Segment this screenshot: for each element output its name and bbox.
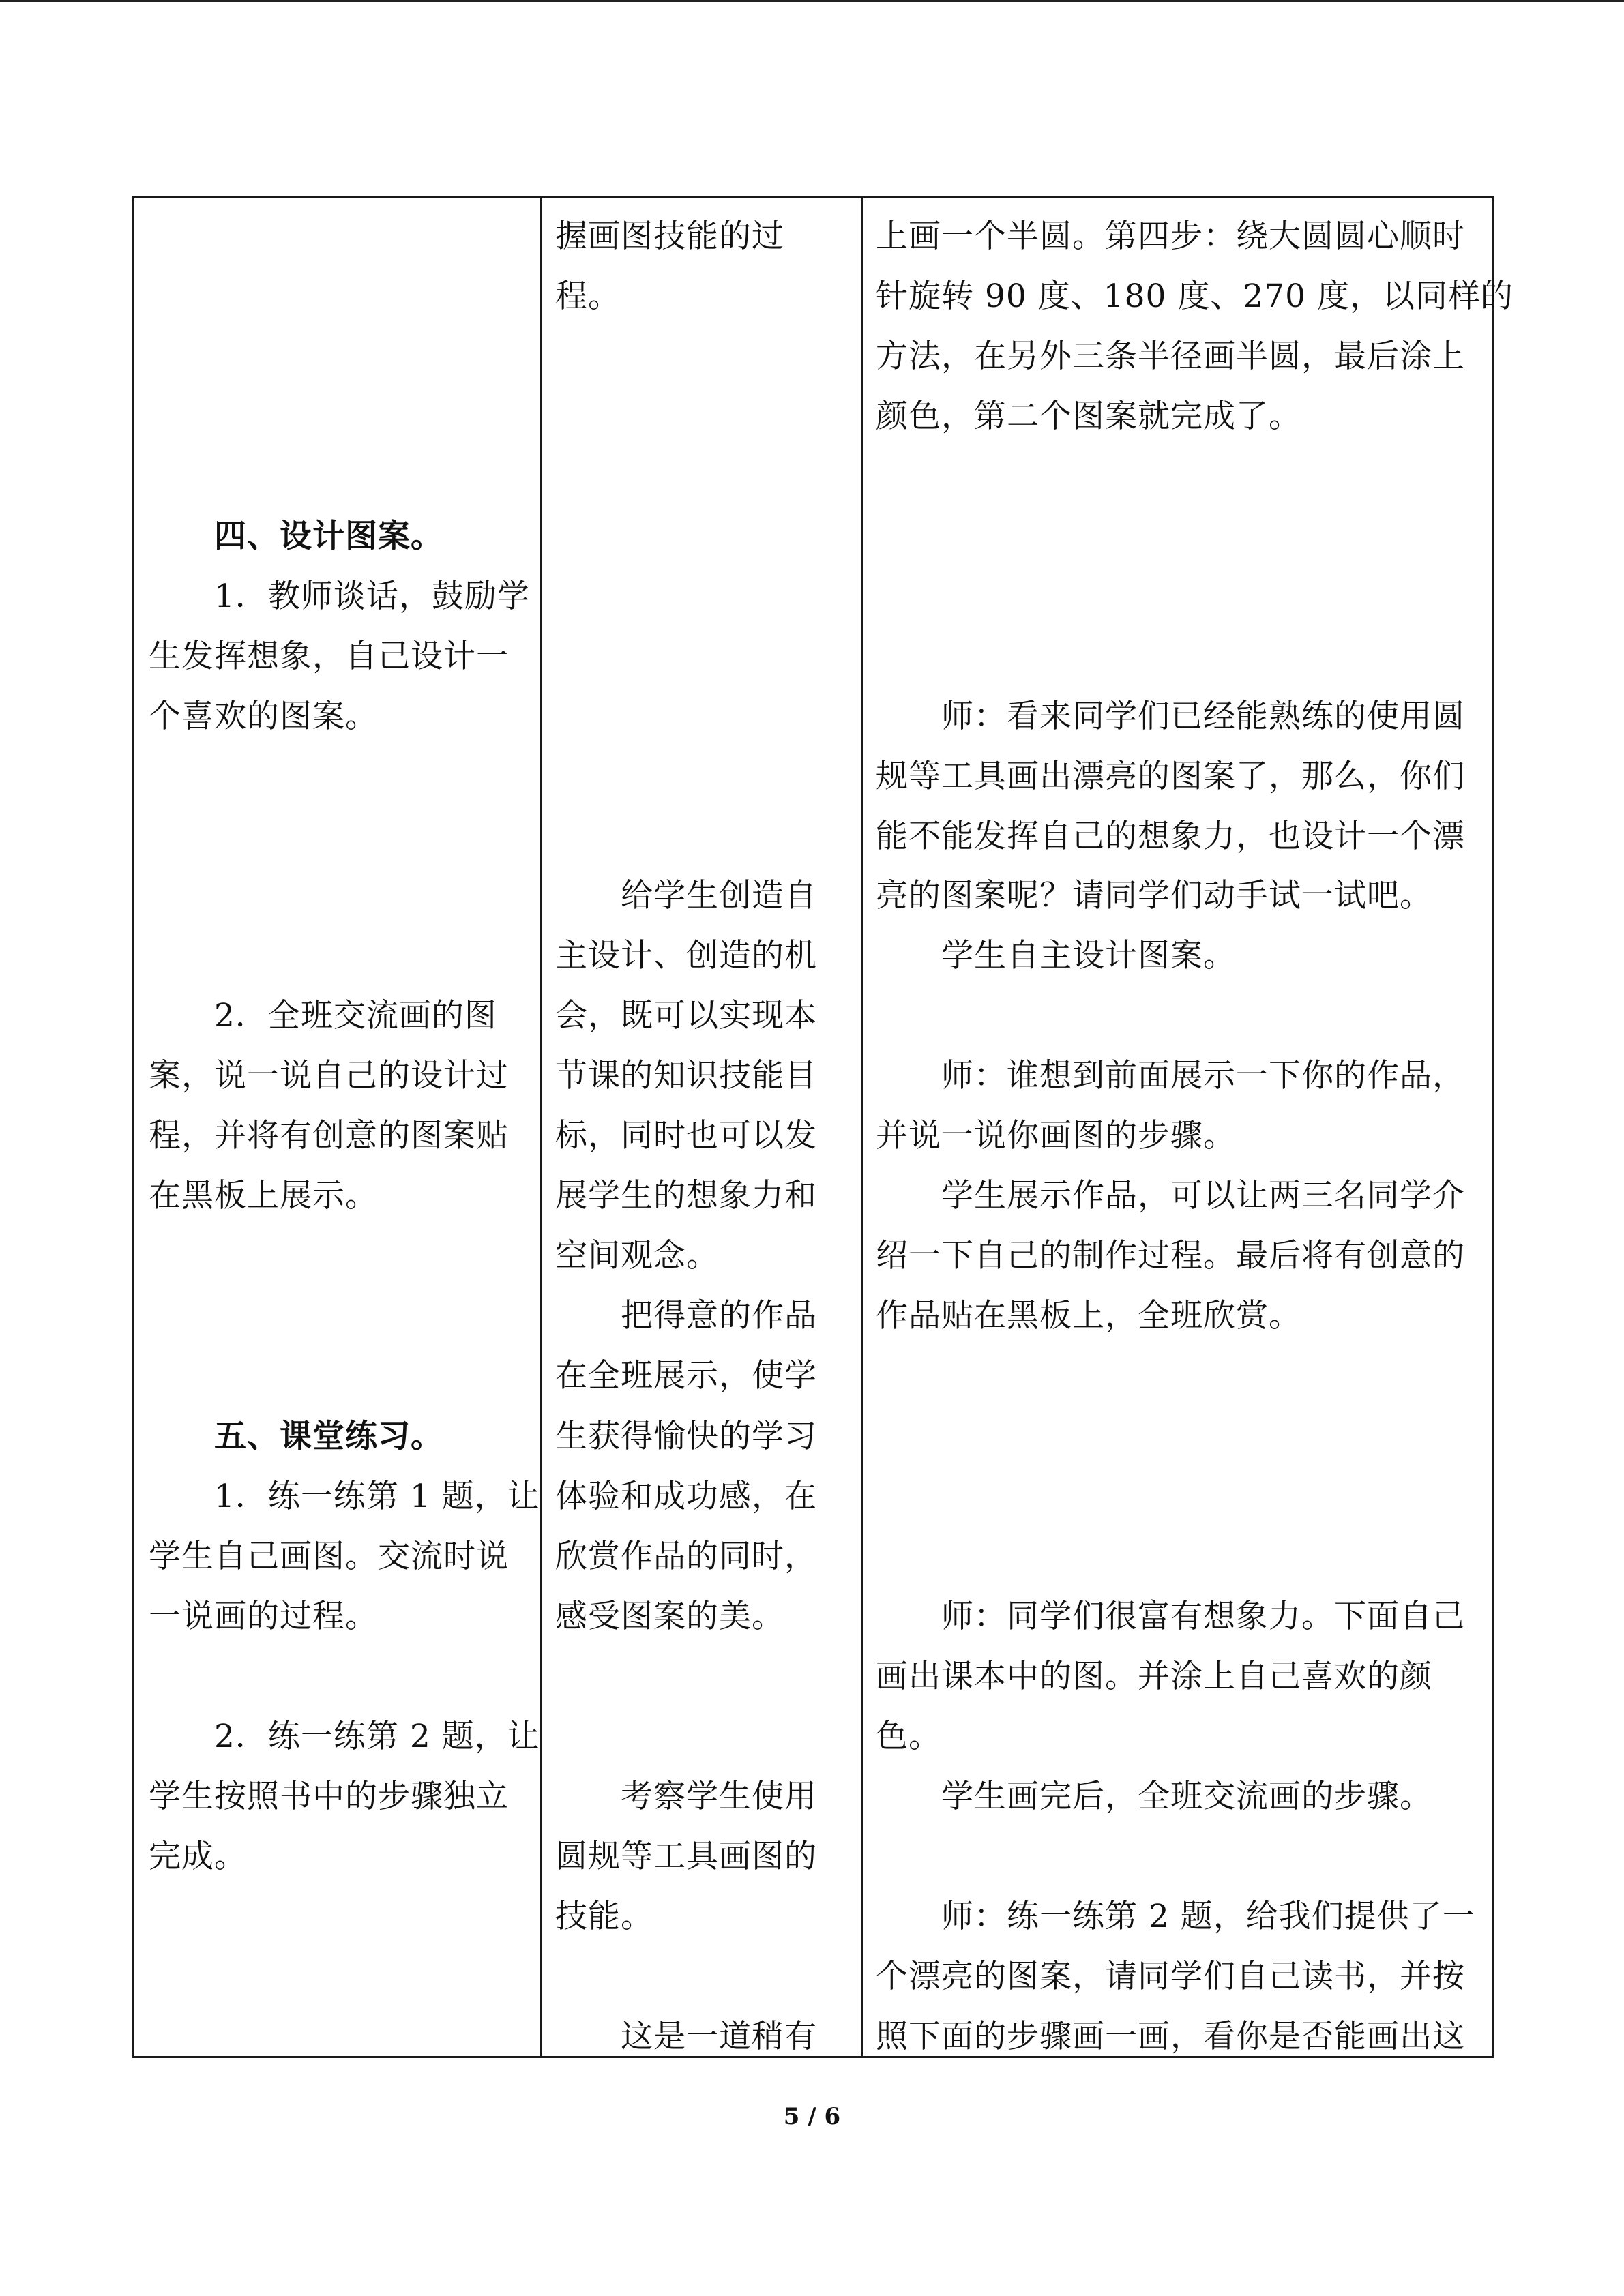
text-line: 师：同学们很富有想象力。下面自己	[941, 1598, 1465, 1635]
text-line: 案，说一说自己的设计过	[149, 1057, 509, 1094]
text-line: 主设计、创造的机	[555, 937, 817, 974]
text-line: 2．练一练第 2 题，让	[214, 1718, 540, 1755]
text-line: 照下面的步骤画一画，看你是否能画出这	[876, 2018, 1465, 2055]
text-line: 学生画完后，全班交流画的步骤。	[941, 1778, 1432, 1815]
text-line: 1．练一练第 1 题，让	[214, 1478, 540, 1515]
text-line: 色。	[876, 1718, 941, 1755]
text-line: 程，并将有创意的图案贴	[149, 1117, 509, 1154]
text-line: 把得意的作品	[621, 1297, 817, 1335]
text-line: 亮的图案呢？请同学们动手试一试吧。	[876, 877, 1432, 914]
text-line: 能不能发挥自己的想象力，也设计一个漂	[876, 818, 1465, 855]
text-line: 生发挥想象，自己设计一	[149, 638, 509, 675]
page-number: 5 / 6	[783, 2103, 841, 2130]
section-heading-design-pattern: 四、设计图案。	[214, 518, 443, 555]
section-heading-class-practice: 五、课堂练习。	[214, 1418, 443, 1455]
text-line: 节课的知识技能目	[555, 1057, 817, 1094]
text-line: 1．教师谈话，鼓励学	[214, 578, 530, 615]
text-line: 在全班展示，使学	[555, 1357, 817, 1395]
text-line: 在黑板上展示。	[149, 1177, 378, 1214]
text-line: 师：谁想到前面展示一下你的作品，	[941, 1057, 1465, 1094]
text-line: 规等工具画出漂亮的图案了，那么，你们	[876, 758, 1465, 795]
text-line: 标，同时也可以发	[555, 1117, 817, 1154]
text-line: 作品贴在黑板上，全班欣赏。	[876, 1297, 1301, 1335]
text-line: 给学生创造自	[621, 877, 817, 914]
column-divider	[861, 198, 863, 2056]
text-line: 针旋转 90 度、180 度、270 度，以同样的	[876, 278, 1514, 315]
text-line: 学生自主设计图案。	[941, 937, 1236, 974]
text-line: 握画图技能的过	[555, 218, 784, 255]
text-line: 个漂亮的图案，请同学们自己读书，并按	[876, 1958, 1465, 1995]
column-divider	[540, 198, 542, 2056]
text-line: 生获得愉快的学习	[555, 1418, 817, 1455]
text-line: 师：练一练第 2 题，给我们提供了一	[941, 1898, 1475, 1935]
text-line: 考察学生使用	[621, 1778, 817, 1815]
text-line: 学生自己画图。交流时说	[149, 1538, 509, 1575]
text-line: 空间观念。	[555, 1237, 719, 1274]
text-line: 一说画的过程。	[149, 1598, 378, 1635]
text-line: 上画一个半圆。第四步：绕大圆圆心顺时	[876, 218, 1465, 255]
text-line: 个喜欢的图案。	[149, 698, 378, 735]
text-line: 程。	[555, 278, 621, 315]
text-line: 学生按照书中的步骤独立	[149, 1778, 509, 1815]
text-line: 体验和成功感，在	[555, 1478, 817, 1515]
text-line: 展学生的想象力和	[555, 1177, 817, 1214]
text-line: 师：看来同学们已经能熟练的使用圆	[941, 698, 1465, 735]
text-line: 技能。	[555, 1898, 653, 1935]
text-line: 感受图案的美。	[555, 1598, 784, 1635]
text-line: 2．全班交流画的图	[214, 997, 497, 1034]
page-top-rule	[0, 0, 1624, 2]
text-line: 这是一道稍有	[621, 2018, 817, 2055]
text-line: 圆规等工具画图的	[555, 1838, 817, 1875]
text-line: 画出课本中的图。并涂上自己喜欢的颜	[876, 1658, 1432, 1695]
text-line: 完成。	[149, 1838, 247, 1875]
text-line: 方法，在另外三条半径画半圆，最后涂上	[876, 338, 1465, 375]
text-line: 绍一下自己的制作过程。最后将有创意的	[876, 1237, 1465, 1274]
text-line: 欣赏作品的同时，	[555, 1538, 817, 1575]
text-line: 学生展示作品，可以让两三名同学介	[941, 1177, 1465, 1214]
text-line: 会，既可以实现本	[555, 997, 817, 1034]
text-line: 颜色，第二个图案就完成了。	[876, 398, 1301, 435]
text-line: 并说一说你画图的步骤。	[876, 1117, 1236, 1154]
